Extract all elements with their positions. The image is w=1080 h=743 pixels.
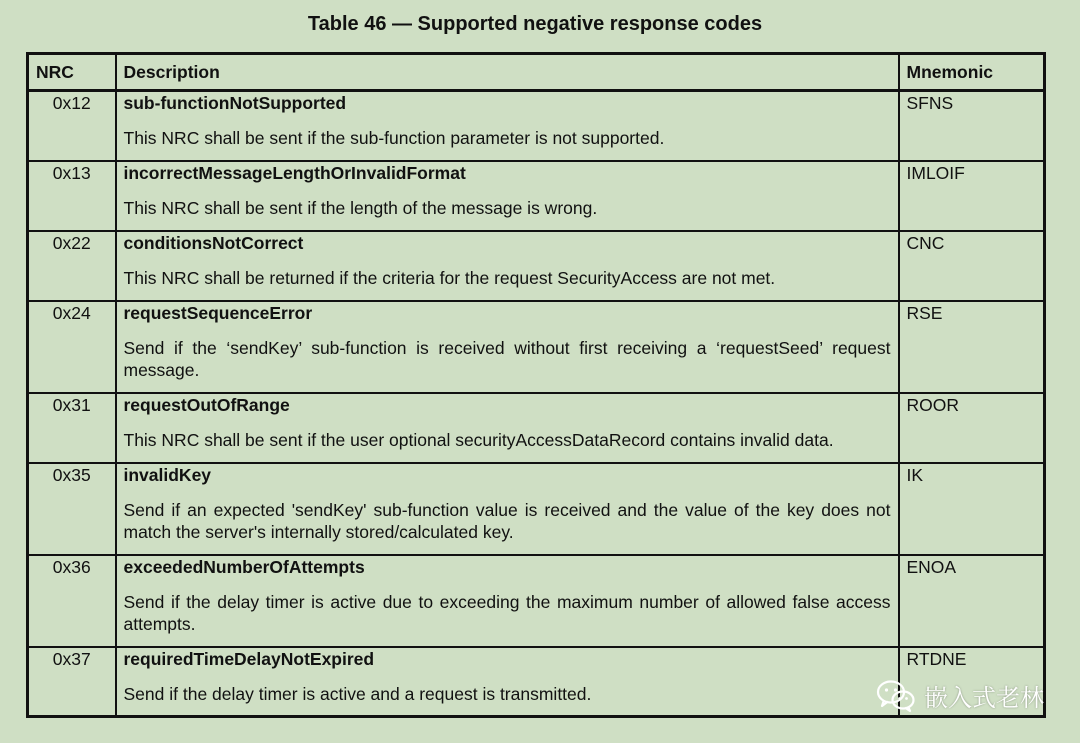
nrc-text: This NRC shall be returned if the criteria for the request SecurityAccess are not met. (123, 267, 776, 288)
table-row (28, 231, 1045, 301)
nrc-text: This NRC shall be sent if the user optional securityAccessDataRecord contains invalid data. (123, 429, 834, 450)
header-nrc: NRC (28, 54, 116, 91)
nrc-name: exceededNumberOfAttempts (123, 556, 365, 577)
nrc-mnemonic: IK (899, 463, 1045, 555)
nrc-code: 0x37 (28, 647, 116, 717)
nrc-text: Send if the ‘sendKey’ sub-function is received without first receiving a ‘requestSeed’ request message. (123, 337, 891, 380)
table-caption: Table 46 — Supported negative response codes (307, 13, 763, 35)
nrc-description (116, 555, 899, 647)
header-mnemonic: Mnemonic (899, 54, 1045, 91)
nrc-code: 0x22 (28, 231, 116, 301)
nrc-name: requestSequenceError (123, 302, 313, 323)
nrc-description (116, 301, 899, 393)
nrc-name: incorrectMessageLengthOrInvalidFormat (123, 162, 466, 183)
nrc-text: Send if the delay timer is active and a request is transmitted. (123, 683, 592, 704)
nrc-name: sub-functionNotSupported (123, 93, 347, 113)
nrc-code: 0x31 (28, 393, 116, 463)
nrc-text: This NRC shall be sent if the length of the message is wrong. (123, 197, 598, 218)
nrc-code: 0x12 (28, 91, 116, 161)
wechat-icon (876, 679, 916, 713)
nrc-table (26, 52, 1046, 718)
nrc-text: Send if an expected 'sendKey' sub-function value is received and the value of the key does not match the server's internally stored/calculated key. (123, 499, 891, 542)
header-description: Description (116, 54, 899, 91)
watermark (876, 678, 1044, 713)
nrc-mnemonic: SFNS (899, 91, 1045, 161)
table-row (28, 91, 1045, 161)
nrc-mnemonic: IMLOIF (899, 161, 1045, 231)
nrc-name: conditionsNotCorrect (123, 232, 304, 253)
nrc-description (116, 231, 899, 301)
nrc-mnemonic: ENOA (899, 555, 1045, 647)
watermark-text: 嵌入式老林 (924, 684, 1044, 712)
nrc-name: requiredTimeDelayNotExpired (123, 648, 375, 669)
nrc-description (116, 161, 899, 231)
nrc-description (116, 647, 899, 717)
table-row (28, 463, 1045, 555)
nrc-code: 0x35 (28, 463, 116, 555)
nrc-mnemonic: ROOR (899, 393, 1045, 463)
nrc-code: 0x24 (28, 301, 116, 393)
header-row (28, 54, 1045, 91)
nrc-description (116, 91, 899, 161)
nrc-text: This NRC shall be sent if the sub-function parameter is not supported. (123, 128, 665, 148)
table-row (28, 161, 1045, 231)
nrc-description (116, 463, 899, 555)
nrc-name: invalidKey (123, 464, 212, 485)
nrc-mnemonic: RSE (899, 301, 1045, 393)
nrc-code: 0x36 (28, 555, 116, 647)
table-row (28, 393, 1045, 463)
table-row (28, 555, 1045, 647)
nrc-code: 0x13 (28, 161, 116, 231)
nrc-mnemonic: CNC (899, 231, 1045, 301)
nrc-text: Send if the delay timer is active due to exceeding the maximum number of allowed false access attempts. (123, 591, 891, 634)
nrc-description (116, 393, 899, 463)
nrc-name: requestOutOfRange (123, 394, 290, 415)
table-row (28, 301, 1045, 393)
nrc-mnemonic: RTDNE (899, 647, 1045, 717)
